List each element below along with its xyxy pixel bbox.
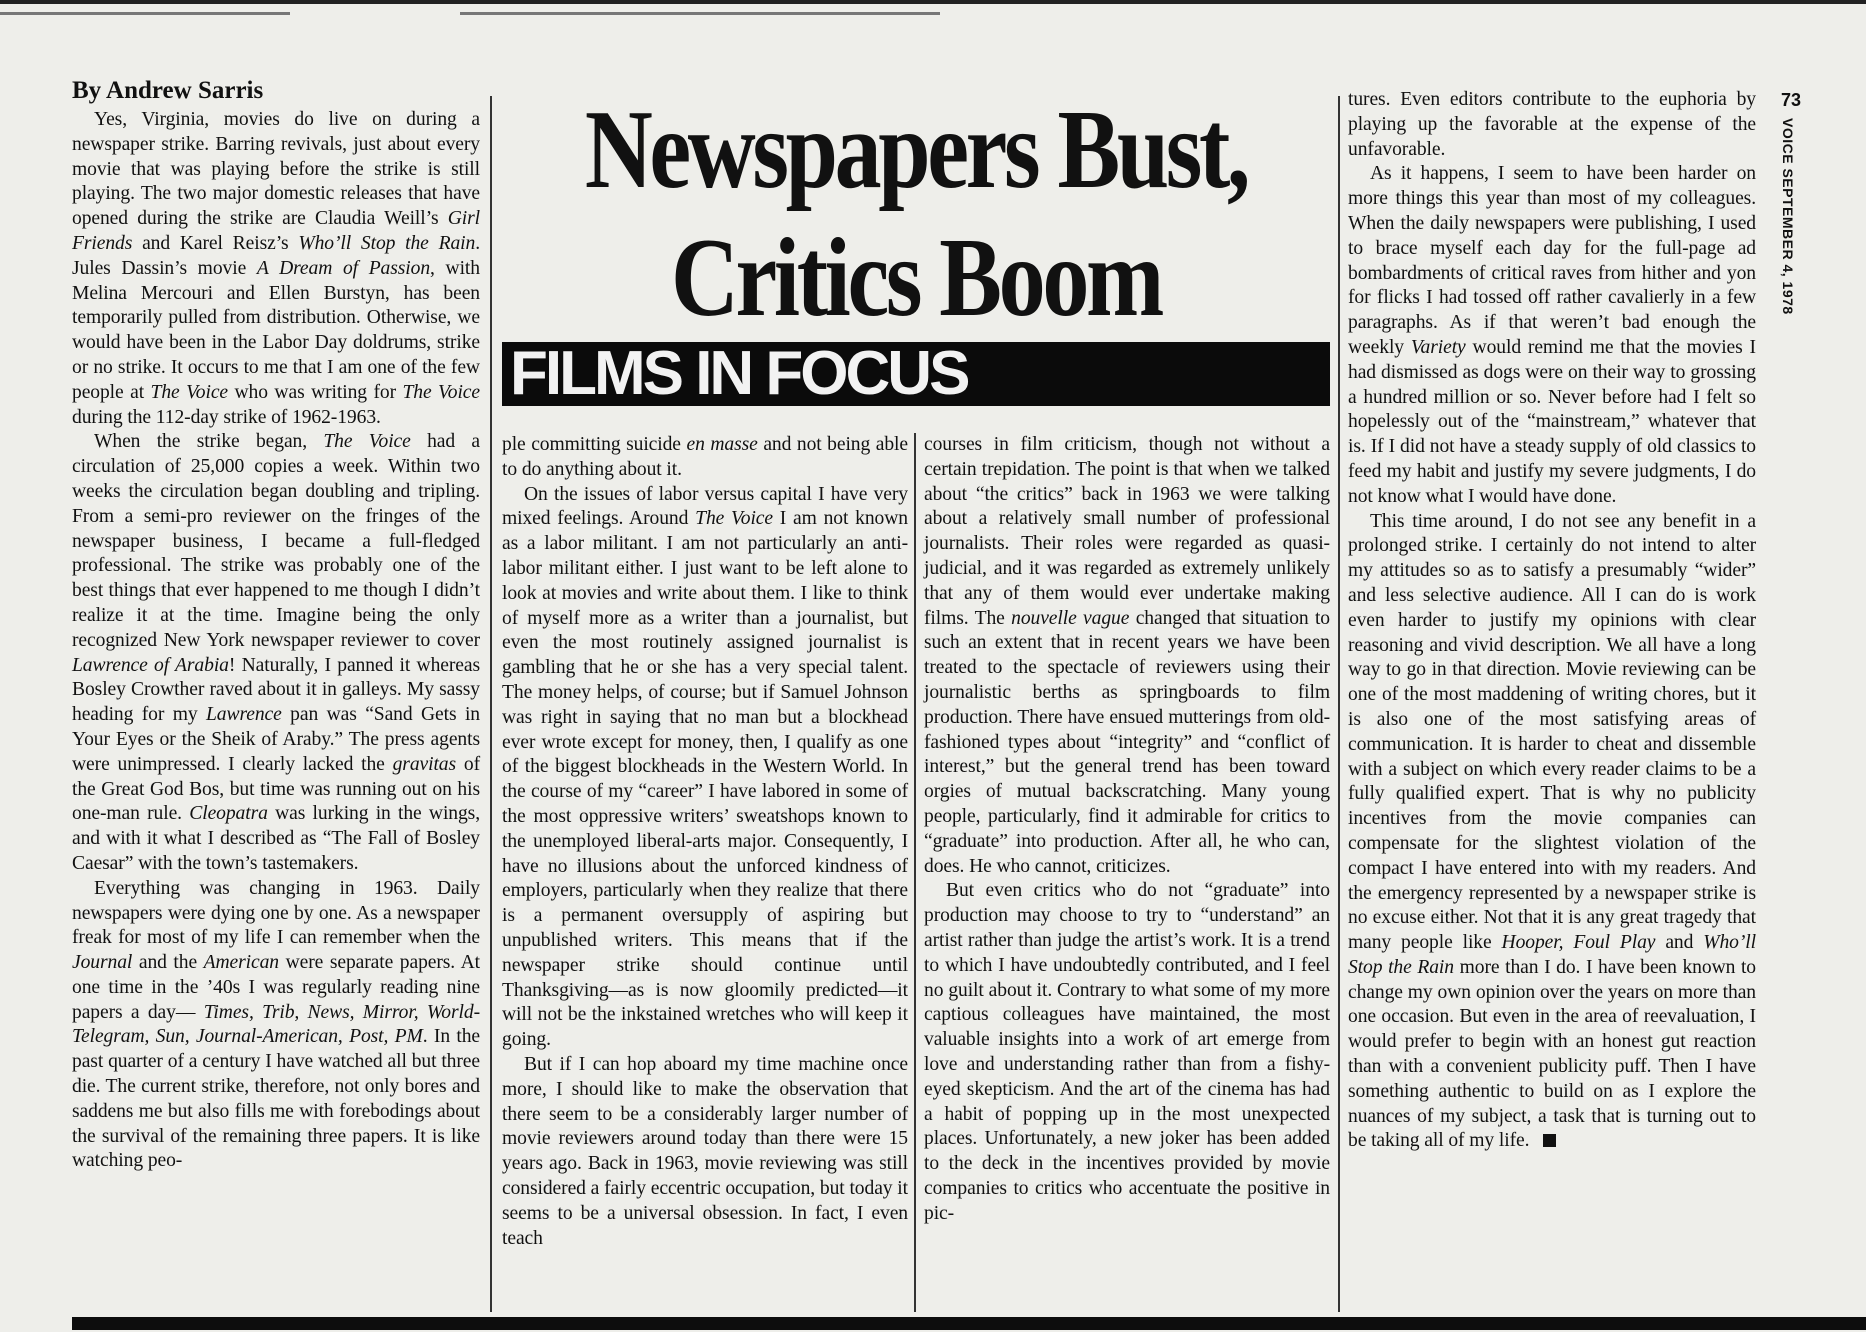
- dateline-text: VOICE SEPTEMBER 4, 1978: [1780, 118, 1796, 315]
- page-dateline: [1776, 90, 1806, 340]
- bottom-rule: [72, 1317, 1866, 1330]
- article-column-3: courses in film criticism, though not without a certain trepidation. The point is that when we talked about “the critics” back in 1963 we were talking about a relatively small number of professional journalists. Their roles were regarded as quasi-judicial, and it was regarded as extremely unlikely that any of them would ever undertake making films. The nouvelle vague changed that situation to such an extent that in recent years we have been treated to the spectacle of reviewers using their journalistic berths as springboards to film production. There have ensued mutterings from old-fashioned types about “integrity” and “conflict of interest,” but the general trend has been toward orgies of mutual backscratching. Many young people, particularly, find it admirable for critics to “graduate” into production. After all, he who can, does. He who cannot, criticizes. But even critics who do not “graduate” into production may choose to try to “understand” an artist rather than judge the artist’s work. It is a trend to which I have undoubtedly contributed, and I feel no guilt about it. Contrary to what some of my more captious colleagues have maintained, the most valuable insights into a work of art emerge from love and understanding rather than from a fishy-eyed skepticism. And the art of the cinema has had a habit of popping up in the most unexpected places. Unfortunately, a new joker has been added to the deck in the incentives provided by movie companies to critics who accentuate the positive in pic-: [924, 434, 1330, 1224]
- column-rule: [1338, 96, 1340, 1312]
- headline-line-1: Newspapers Bust,: [584, 88, 1248, 212]
- headline: [568, 86, 1264, 342]
- end-mark: [1543, 1134, 1556, 1147]
- top-edge-rule: [0, 0, 1866, 4]
- column-rule: [914, 433, 916, 1312]
- article-column-4: tures. Even editors contribute to the euphoria by playing up the favorable at the expense of the unfavorable. As it happens, I seem to have been harder on more things this year than most of my colleagues. When the daily newspapers were publishing, I used to brace myself each day for the full-page ad bombardments of critical raves from hither and yon for flicks I had tossed off rather cavalierly in a few paragraphs. As if that weren’t bad enough the weekly Variety would remind me that the movies I had dismissed as dogs were on their way to grossing a hundred million or so. Never before had I felt so hopelessly out of the “mainstream,” whatever that is. If I did not have a steady supply of old classics to feed my habit and justify my severe judgments, I do not know what I would have done. This time around, I do not see any benefit in a prolonged strike. I certainly do not intend to alter my attitudes so as to satisfy a presumably “wider” and less selective audience. All I can do is work even harder to justify my opinions with clear reasoning and vivid description. We all have a long way to go in that direction. Movie reviewing can be one of the most maddening of writing chores, but it is also one of the most satisfying areas of communication. It is harder to cheat and dissemble with a subject on which every reader claims to be a fully qualified expert. That is why no publicity incentives from the movie companies can compensate for the slightest violation of the compact I have entered into with my readers. And the emergency represented by a newspaper strike is no excuse either. Not that it is any great tragedy that many people like Hooper, Foul Play and Who’ll Stop the Rain more than I do. I have been known to change my own opinion over the years on more than one occasion. But even in the area of reevaluation, I would prefer to begin with an honest gut reaction than with a convenient publicity puff. Then I have something authentic to build on as I explore the nuances of my subject, a task that is turning out to be taking all of my life.: [1348, 89, 1756, 1152]
- article-column-2: ple committing suicide en masse and not being able to do anything about it. On the issues of labor versus capital I have very mixed feelings. Around The Voice I am not known as a labor militant. I am not particularly an anti-labor militant either. I just want to be left alone to look at movies and write about them. I like to think of myself more as a writer than a journalist, but even the most routinely assigned journalist is gambling that he or she has a very special talent. The money helps, of course; but if Samuel Johnson was right in saying that no man but a blockhead ever wrote except for money, then, I qualify as one of the biggest blockheads in the Western World. In the course of my “career” I have labored in some of the most oppressive writers’ sweatshops known to the unemployed liberal-arts major. Consequently, I have no illusions about the unforced kindness of employers, particularly when they realize that there is a permanent oversupply of aspiring but unpublished writers. This means that if the newspaper strike should continue until Thanksgiving—as is now gloomily predicted—it will not be the inkstained wretches who will keep it going. But if I can hop aboard my time machine once more, I should like to make the observation that there seem to be a considerably larger number of movie reviewers around today than there were 15 years ago. Back in 1963, movie reviewing was still considered a fairly eccentric occupation, but today it seems to be a universal obsession. In fact, I even teach: [502, 434, 908, 1249]
- column-title-banner: FILMS IN FOCUS: [502, 342, 1330, 406]
- article-column-1: Yes, Virginia, movies do live on during a newspaper strike. Barring revivals, just about every movie that was playing before the strike is still playing. The two major domestic releases that have opened during the strike are Claudia Weill’s Girl Friends and Karel Reisz’s Who’ll Stop the Rain. Jules Dassin’s movie A Dream of Passion, with Melina Mercouri and Ellen Burstyn, has been temporarily pulled from distribution. Otherwise, we would have been in the Labor Day doldrums, strike or no strike. It occurs to me that I am one of the few people at The Voice who was writing for The Voice during the 112-day strike of 1962-1963. When the strike began, The Voice had a circulation of 25,000 copies a week. Within two weeks the circulation began doubling and tripling. From a semi-pro reviewer on the fringes of the newspaper business, I became a full-fledged professional. The strike was probably one of the best things that ever happened to me though I didn’t realize it at the time. Imagine being the only recognized New York newspaper reviewer to cover Lawrence of Arabia! Naturally, I panned it whereas Bosley Crowther raved about it in galleys. My sassy heading for my Lawrence pan was “Sand Gets in Your Eyes or the Sheik of Araby.” The press agents were unimpressed. I clearly lacked the gravitas of the Great God Bos, but time was running out on his one-man rule. Cleopatra was lurking in the wings, and with it what I described as “The Fall of Bosley Caesar” with the town’s tastemakers. Everything was changing in 1963. Daily newspapers were dying one by one. As a newspaper freak for most of my life I can remember when the Journal and the American were separate papers. At one time in the ’40s I was regularly reading nine papers a day— Times, Trib, News, Mirror, World-Telegram, Sun, Journal-American, Post, PM. In the past quarter of a century I have watched all but three die. The current strike, therefore, not only bores and saddens me but also fills me with forebodings about the survival of the remaining three papers. It is like watching peo-: [72, 109, 481, 1172]
- headline-line-2: Critics Boom: [670, 216, 1162, 340]
- top-speckle: [460, 12, 940, 15]
- top-speckle: [0, 12, 290, 15]
- top-rule: [0, 0, 1866, 30]
- column-rule: [490, 96, 492, 1312]
- byline: By Andrew Sarris: [72, 77, 264, 104]
- page-number: 73: [1780, 90, 1802, 110]
